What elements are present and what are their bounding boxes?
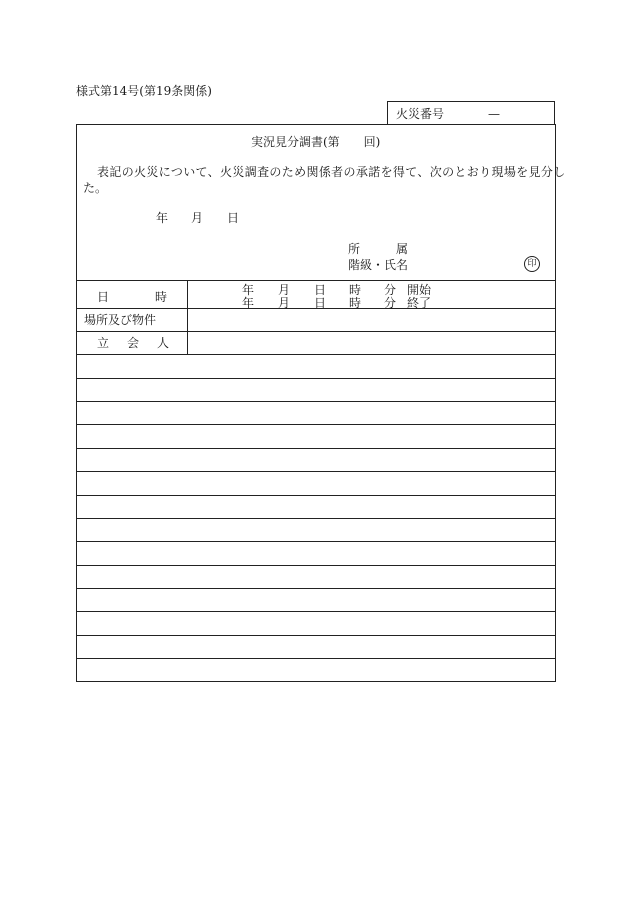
ruled-line bbox=[77, 448, 555, 449]
fire-number-box bbox=[387, 101, 555, 124]
date-year: 年 bbox=[156, 211, 169, 225]
start-day: 日 bbox=[314, 283, 327, 297]
ruled-line bbox=[77, 658, 555, 659]
seal-mark: 印 bbox=[524, 256, 540, 272]
date-month: 月 bbox=[191, 211, 204, 225]
ruled-line bbox=[77, 518, 555, 519]
divider bbox=[77, 354, 555, 355]
end-year: 年 bbox=[242, 296, 255, 310]
end-month: 月 bbox=[278, 296, 291, 310]
end-day: 日 bbox=[314, 296, 327, 310]
start-status: 開始 bbox=[407, 283, 432, 297]
start-hour: 時 bbox=[349, 283, 362, 297]
ruled-line bbox=[77, 588, 555, 589]
end-hour: 時 bbox=[349, 296, 362, 310]
document-title: 実況見分調書(第 回) bbox=[251, 135, 381, 149]
end-minute: 分 bbox=[384, 296, 397, 310]
ruled-line bbox=[77, 401, 555, 402]
start-year: 年 bbox=[242, 283, 255, 297]
ruled-line bbox=[77, 541, 555, 542]
witness-label-a: 立 bbox=[97, 336, 110, 350]
start-minute: 分 bbox=[384, 283, 397, 297]
witness-label-c: 人 bbox=[157, 336, 170, 350]
start-month: 月 bbox=[278, 283, 291, 297]
body-text-line-2: た。 bbox=[83, 181, 108, 195]
ruled-line bbox=[77, 611, 555, 612]
body-text-line-1: 表記の火災について、火災調査のため関係者の承諾を得て、次のとおり現場を見分し bbox=[97, 165, 566, 179]
inspection-report-form bbox=[76, 124, 566, 682]
date-day: 日 bbox=[227, 211, 240, 225]
ruled-line bbox=[77, 424, 555, 425]
ruled-line bbox=[77, 635, 555, 636]
affiliation-label-b: 属 bbox=[396, 242, 409, 256]
ruled-line bbox=[77, 471, 555, 472]
divider bbox=[77, 331, 555, 332]
fire-number-dash: — bbox=[488, 107, 500, 121]
affiliation-label-a: 所 bbox=[348, 242, 361, 256]
ruled-line bbox=[77, 565, 555, 566]
datetime-label-b: 時 bbox=[155, 290, 168, 304]
divider bbox=[77, 280, 555, 281]
end-status: 終了 bbox=[407, 296, 432, 310]
label-column-divider bbox=[187, 280, 188, 354]
witness-label-b: 会 bbox=[127, 336, 140, 350]
rank-name-label: 階級・氏名 bbox=[348, 258, 409, 272]
form-number: 様式第14号(第19条関係) bbox=[76, 84, 212, 98]
divider bbox=[77, 308, 555, 309]
location-label: 場所及び物件 bbox=[84, 313, 157, 327]
ruled-line bbox=[77, 495, 555, 496]
ruled-line bbox=[77, 378, 555, 379]
fire-number-label: 火災番号 bbox=[396, 107, 445, 121]
datetime-label-a: 日 bbox=[97, 290, 110, 304]
